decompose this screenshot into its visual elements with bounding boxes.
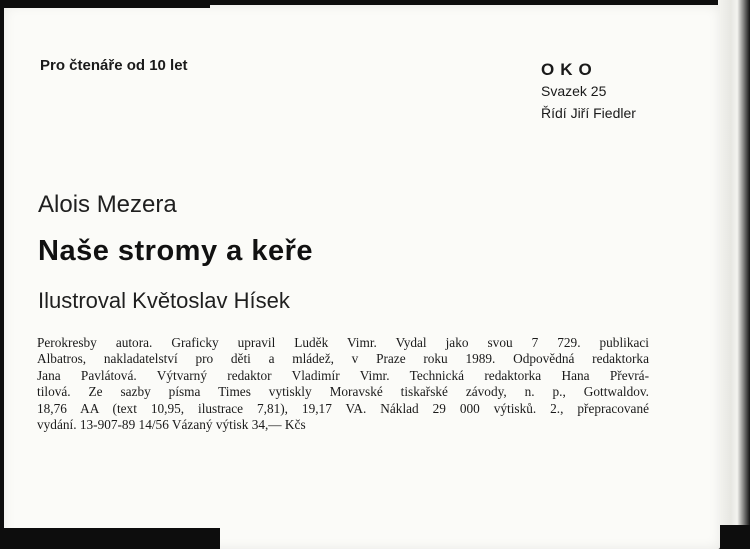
series-editor: Řídí Jiří Fiedler xyxy=(541,105,636,121)
book-title: Naše stromy a keře xyxy=(38,235,313,267)
imprint-line: vydání. 13-907-89 14/56 Vázaný výtisk 34,— Kčs xyxy=(37,417,306,433)
imprint-line: Jana Pavlátová. Výtvarný redaktor Vladimír Vimr. Technická redaktorka Hana Převrá- xyxy=(37,367,649,383)
page-edge-right xyxy=(718,0,750,549)
title-page xyxy=(4,5,720,549)
author-name: Alois Mezera xyxy=(38,191,177,218)
series-name: OKO xyxy=(541,60,598,79)
imprint-block xyxy=(37,335,649,433)
imprint-line: 18,76 AA (text 10,95, ilustrace 7,81), 19,17 VA. Náklad 29 000 výtisků. 2., přepracované xyxy=(37,400,649,416)
series-info xyxy=(541,60,636,124)
background-corner-right xyxy=(718,525,750,549)
background-strip-bottom xyxy=(0,528,220,549)
series-volume: Svazek 25 xyxy=(541,83,607,99)
background-strip-top xyxy=(0,0,210,8)
imprint-line: tilová. Ze sazby písma Times vytiskly Moravské tiskařské závody, n. p., Gottwaldov. xyxy=(37,384,649,400)
illustrator-credit: Ilustroval Květoslav Hísek xyxy=(38,288,290,313)
age-recommendation: Pro čtenáře od 10 let xyxy=(40,57,188,74)
imprint-line: Albatros, nakladatelství pro děti a mládež, v Praze roku 1989. Odpovědná redaktorka xyxy=(37,351,649,367)
imprint-line: Perokresby autora. Graficky upravil Luděk Vimr. Vydal jako svou 7 729. publikaci xyxy=(37,335,649,350)
